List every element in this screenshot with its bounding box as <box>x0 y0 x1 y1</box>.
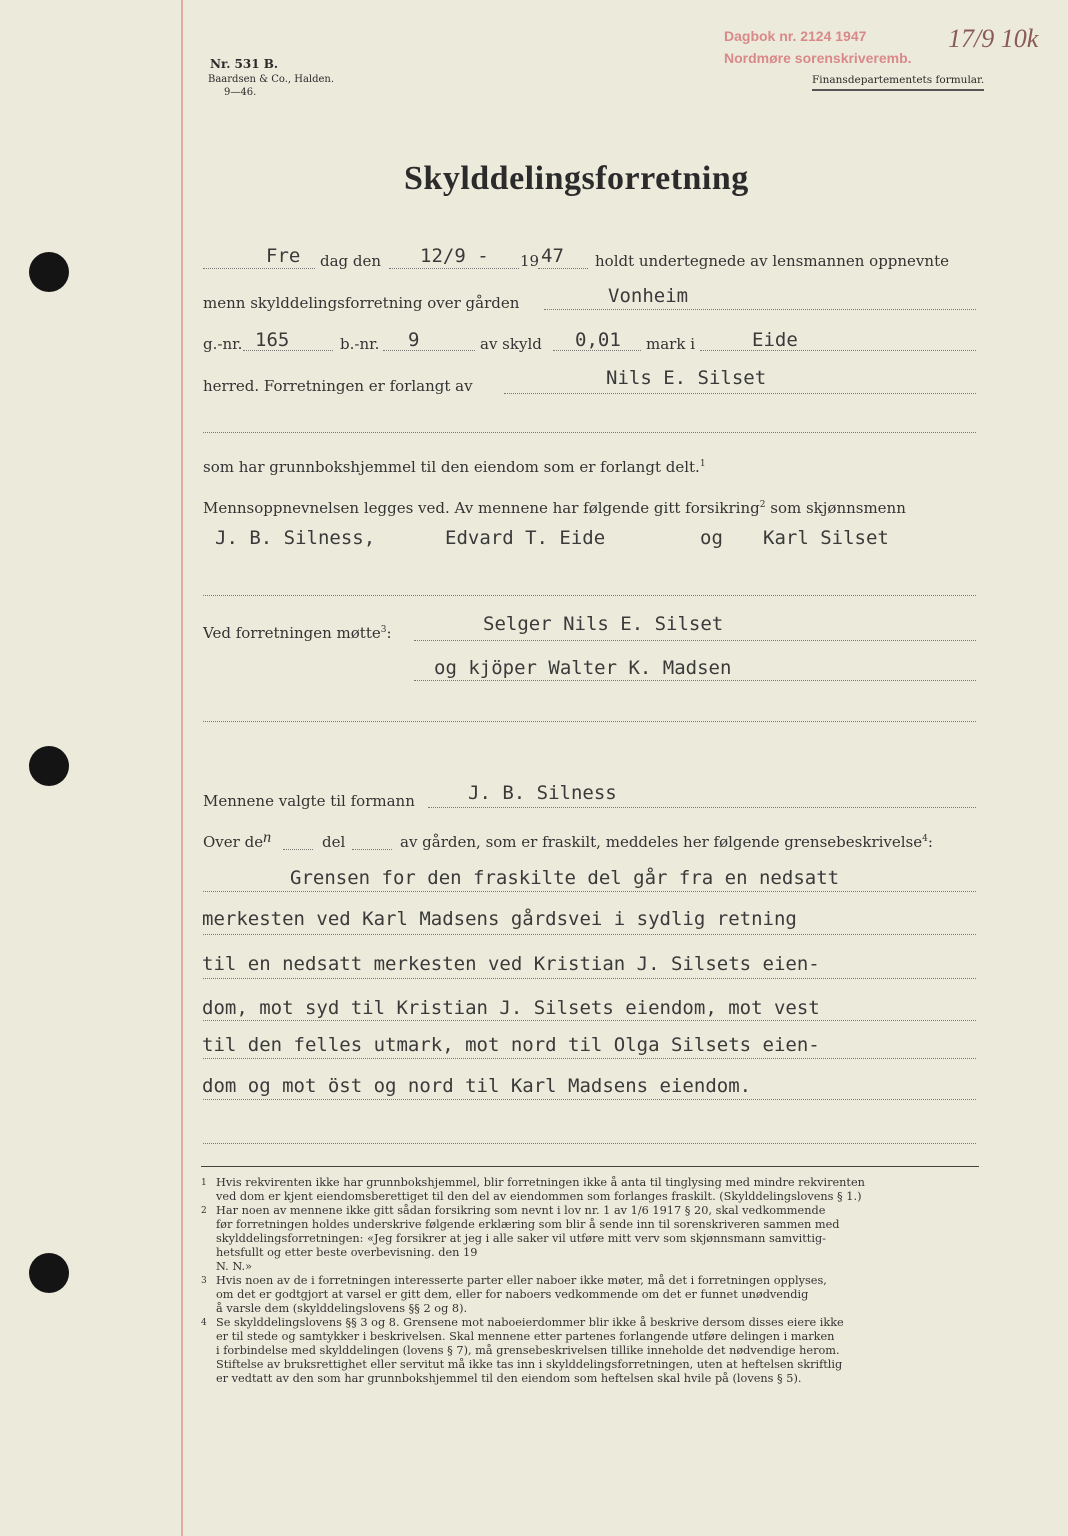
label-herred: herred. Forretningen er forlangt av <box>203 377 473 395</box>
document-title: Skylddelingsforretning <box>404 160 749 197</box>
footnote-2: 2 Har noen av mennene ikke gitt sådan forsikring som nevnt i lov nr. 1 av 1/6 1917 § 20, skal vedkommende før forretningen holdes underskrive følgende erklæring som blir å sende inn til sorenskriveren sammen med skylddelingsforretningen: «Jeg forsikrer at jeg i alle saker vil utføre mitt verv som skjønnsmann samvittig- hetsfullt og etter beste overbevisning. den 19 N. N.» <box>201 1204 840 1273</box>
journal-stamp-line1: Dagbok nr. 2124 1947 <box>724 28 867 44</box>
label-menn: menn skylddelingsforretning over gården <box>203 294 520 312</box>
boundary-text-line: Grensen for den fraskilte del går fra en nedsatt <box>290 867 840 889</box>
attendee-seller: Selger Nils E. Silset <box>483 613 724 635</box>
margin-line <box>181 0 183 1536</box>
footnote-rule <box>201 1166 979 1167</box>
footnote-3: 3 Hvis noen av de i forretningen interesserte parter eller naboer ikke møter, må det i forretningen opplyses, om det er godtgjort at varsel er gitt dem, eller for naboers vedkommende om det er funnet unødvendig å varsle dem (skylddelingslovens §§ 2 og 8). <box>201 1274 827 1315</box>
assessor-3: Karl Silset <box>763 527 889 549</box>
journal-stamp-line2: Nordmøre sorenskriveremb. <box>724 50 912 66</box>
label-over: Over den <box>203 829 272 851</box>
farm-name-field: Vonheim <box>608 285 689 307</box>
label-mote: Ved forretningen møtte$^3$: <box>203 624 392 642</box>
year-field: 47 <box>541 245 564 267</box>
label-skyld: av skyld <box>480 335 542 353</box>
label-dag-den: dag den <box>320 252 382 270</box>
boundary-text-line: til en nedsatt merkesten ved Kristian J. Silsets eien- <box>202 953 820 975</box>
assessor-1: J. B. Silness, <box>215 527 376 549</box>
gnr-field: 165 <box>255 329 290 351</box>
boundary-text-line: dom og mot öst og nord til Karl Madsens eiendom. <box>202 1075 752 1097</box>
print-date: 9—46. <box>224 87 257 98</box>
label-mark: mark i <box>646 335 695 353</box>
bnr-field: 9 <box>408 329 420 351</box>
assessor-and: og <box>700 527 723 549</box>
label-del: del <box>322 833 346 851</box>
footnotes <box>201 1176 981 1386</box>
skyld-field: 0,01 <box>575 329 621 351</box>
label-grunnbok: som har grunnbokshjemmel til den eiendom som er forlangt delt.$^1$ <box>203 458 706 476</box>
punch-hole <box>29 746 69 786</box>
date-field: 12/9 - <box>420 245 489 267</box>
label-bnr: b.-nr. <box>340 335 380 353</box>
municipality-field: Eide <box>752 329 798 351</box>
requested-by-field: Nils E. Silset <box>606 367 767 389</box>
handwritten-receipt-date: 17/9 10k <box>948 24 1039 53</box>
label-mennsoppnevnelsen: Mennsoppnevnelsen legges ved. Av mennene har følgende gitt forsikring$^2$ som skjønnsmenn <box>203 499 906 517</box>
chairman-field: J. B. Silness <box>468 782 617 804</box>
attendee-buyer: og kjöper Walter K. Madsen <box>434 657 732 679</box>
printer-name: Baardsen & Co., Halden. <box>208 74 335 85</box>
footnote-1: 1 Hvis rekvirenten ikke har grunnbokshjemmel, blir forretningen ikke å anta til tinglysing med mindre rekvirenten ved dom er kjent eiendomsberettiget til den del av eiendommen som forlanges fraskilt. (Skylddelingslovens § 1.) <box>201 1176 865 1203</box>
punch-hole <box>29 1253 69 1293</box>
boundary-text-line: merkesten ved Karl Madsens gårdsvei i sydlig retning <box>202 908 797 930</box>
punch-hole <box>29 252 69 292</box>
label-formann: Mennene valgte til formann <box>203 792 415 810</box>
assessor-2: Edvard T. Eide <box>445 527 606 549</box>
label-gnr: g.-nr. <box>203 335 243 353</box>
form-number: Nr. 531 B. <box>210 57 279 71</box>
label-19: 19 <box>520 252 540 270</box>
label-holdt: holdt undertegnede av lensmannen oppnevnte <box>595 252 949 270</box>
day-field: Fre <box>266 245 301 267</box>
footnote-4: 4 Se skylddelingslovens §§ 3 og 8. Grensene mot naboeierdommer blir ikke å beskrive dersom disses eiere ikke er til stede og samtykker i beskrivelsen. Skal mennene etter partenes forlangende utføre delingen i marken i forbindelse med skylddelingen (lovens § 7), må grensebeskrivelsen tillike inneholde det nødvendige herom. Stiftelse av bruksrettighet eller servitut må ikke tas inn i skylddelingsforretningen, uten at heftelsen skriftlig er vedtatt av den som har grunnbokshjemmel til den eiendom som heftelsen skal hvile på (lovens § 5). <box>201 1316 844 1385</box>
ministry-form-label: Finansdepartementets formular. <box>812 74 984 91</box>
boundary-text-line: dom, mot syd til Kristian J. Silsets eiendom, mot vest <box>202 997 820 1019</box>
boundary-text-line: til den felles utmark, mot nord til Olga Silsets eien- <box>202 1034 820 1056</box>
label-grensebeskrivelse: av gården, som er fraskilt, meddeles her følgende grensebeskrivelse$^4$: <box>400 833 933 851</box>
